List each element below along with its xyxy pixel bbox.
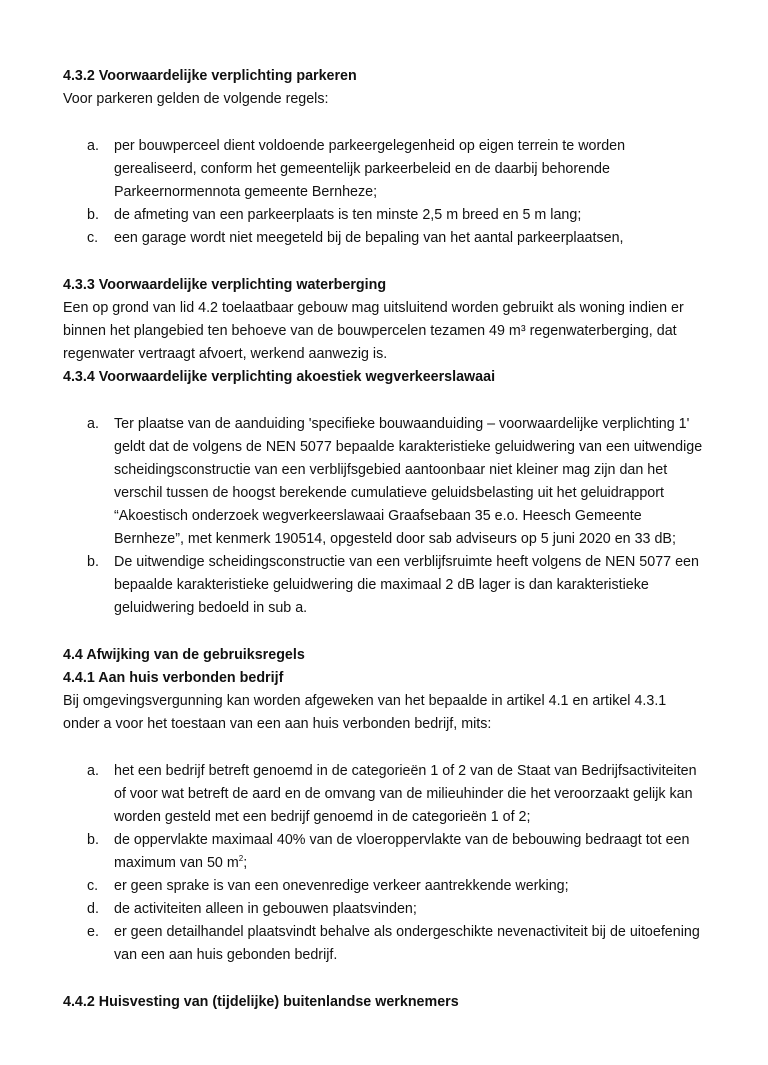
heading-4-3-3: 4.3.3 Voorwaardelijke verplichting waterberging <box>63 277 387 293</box>
list-item-text: de activiteiten alleen in gebouwen plaatsvinden; <box>114 901 417 917</box>
list-marker: a. <box>87 138 99 154</box>
list-item-text: de oppervlakte maximaal 40% van de vloeroppervlakte van de bebouwing bedraagt tot een maximum van 50 $m^2$; <box>114 832 690 871</box>
heading-4-3-2: 4.3.2 Voorwaardelijke verplichting parkeren <box>63 68 357 84</box>
list-item-text: de afmeting van een parkeerplaats is ten minste 2,5 m breed en 5 m lang; <box>114 207 582 223</box>
list-marker: b. <box>87 832 99 848</box>
list-marker: b. <box>87 207 99 223</box>
list-marker: c. <box>87 230 99 246</box>
list-marker: d. <box>87 901 99 917</box>
list-marker: a. <box>87 416 99 432</box>
list-item <box>63 551 703 620</box>
heading-4-4-2: 4.4.2 Huisvesting van (tijdelijke) buitenlandse werknemers <box>63 994 459 1010</box>
paragraph-waterberging: Een op grond van lid 4.2 toelaatbaar gebouw mag uitsluitend worden gebruikt als woning indien er binnen het plangebied ten behoeve van de bouwpercelen tezamen 49 m³ regenwaterberging, dat regenwater vertraagt afvoert, werkend aanwezig is. <box>63 300 684 362</box>
paragraph-aan-huis-intro: Bij omgevingsvergunning kan worden afgeweken van het bepaalde in artikel 4.1 en artikel 4.3.1 onder a voor het toestaan van een aan huis verbonden bedrijf, mits: <box>63 693 667 732</box>
list-marker: b. <box>87 554 99 570</box>
list-item-text: per bouwperceel dient voldoende parkeergelegenheid op eigen terrein te worden gerealiseerd, conform het gemeentelijk parkeerbeleid en de daarbij behorende Parkeernormennota gemeente Bernheze; <box>114 138 626 200</box>
list-marker: a. <box>87 763 99 779</box>
list-item <box>63 921 703 967</box>
heading-4-4: 4.4 Afwijking van de gebruiksregels <box>63 647 305 663</box>
superscript: 2 <box>238 854 244 864</box>
list-marker: e. <box>87 924 99 940</box>
list-item <box>63 829 703 875</box>
list-item-text: er geen detailhandel plaatsvindt behalve als ondergeschikte nevenactiviteit bij de uitoefening van een aan huis gebonden bedrijf. <box>114 924 700 963</box>
list-item <box>63 760 703 829</box>
list-item <box>63 898 703 921</box>
list-item-text: het een bedrijf betreft genoemd in de categorieën 1 of 2 van de Staat van Bedrijfsactiviteiten of voor wat betreft de aard en de omvang van de milieuhinder die het veroorzaakt gelijk kan worden gesteld met een bedrijf genoemd in de categorieën 1 of 2; <box>114 763 697 825</box>
list-item <box>63 204 703 227</box>
list-item <box>63 135 703 204</box>
list-marker: c. <box>87 878 99 894</box>
list-item-text: De uitwendige scheidingsconstructie van een verblijfsruimte heeft volgens de NEN 5077 een bepaalde karakteristieke geluidwering die maximaal 2 dB lager is dan karakteristieke geluidwering bedoeld in sub a. <box>114 554 699 616</box>
list-item <box>63 875 703 898</box>
list-akoestiek <box>63 413 703 620</box>
heading-4-3-4: 4.3.4 Voorwaardelijke verplichting akoestiek wegverkeerslawaai <box>63 369 496 385</box>
list-item-text: een garage wordt niet meegeteld bij de bepaling van het aantal parkeerplaatsen, <box>114 230 624 246</box>
list-item-text: Ter plaatse van de aanduiding 'specifieke bouwaanduiding – voorwaardelijke verplichting 1' geldt dat de volgens de NEN 5077 bepaalde karakteristieke geluidwering van een uitwendige scheidingsconstructie van een verblijfsgebied aantoonbaar niet kleiner mag zijn dan het verschil tussen de hoogst berekende cumulatieve geluidsbelasting uit het geluidrapport “Akoestisch onderzoek wegverkeerslawaai Graafsebaan 35 e.o. Heesch Gemeente Bernheze”, met kenmerk 190514, opgesteld door sab adviseurs op 5 juni 2020 en 33 dB; <box>114 416 703 547</box>
list-item-text: er geen sprake is van een onevenredige verkeer aantrekkende werking; <box>114 878 569 894</box>
document-body <box>63 65 703 1014</box>
heading-4-4-1: 4.4.1 Aan huis verbonden bedrijf <box>63 670 284 686</box>
list-aan-huis-bedrijf <box>63 760 703 967</box>
paragraph-parkeren-intro: Voor parkeren gelden de volgende regels: <box>63 91 329 107</box>
list-item <box>63 413 703 551</box>
list-parkeren <box>63 135 703 250</box>
list-item <box>63 227 703 250</box>
